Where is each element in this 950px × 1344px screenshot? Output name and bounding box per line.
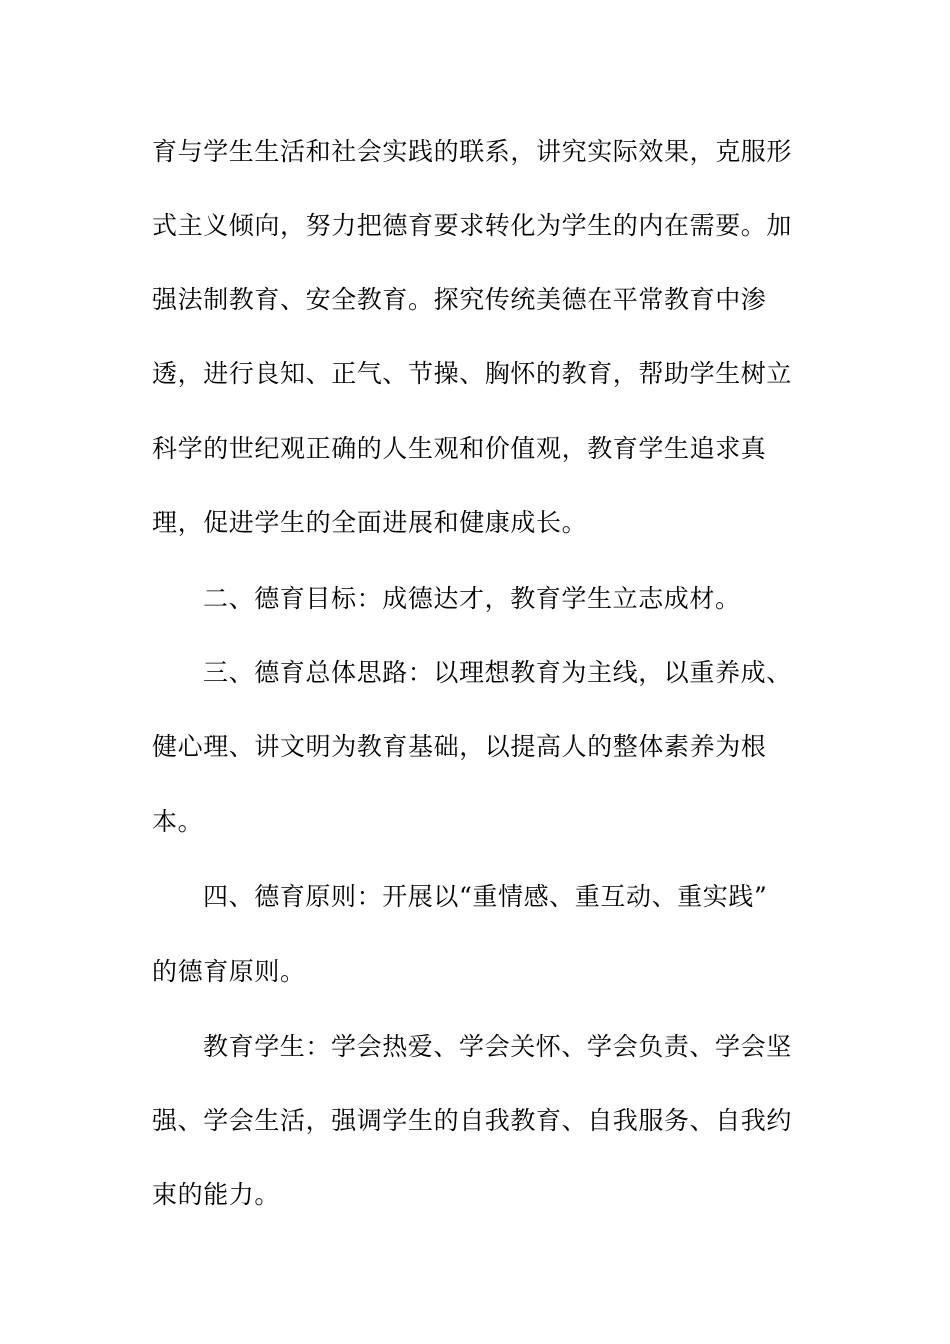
paragraph-line: 透，进行良知、正气、节操、胸怀的教育，帮助学生树立: [152, 359, 793, 388]
section-heading-goal: 二、德育目标：成德达才，教育学生立志成材。: [203, 584, 741, 613]
paragraph-line: 强法制教育、安全教育。探究传统美德在平常教育中渗: [152, 285, 767, 314]
paragraph-line: 健心理、讲文明为教育基础，以提高人的整体素养为根: [152, 732, 767, 761]
paragraph-first-line: 教育学生：学会热爱、学会关怀、学会负责、学会坚: [203, 1032, 792, 1061]
paragraph-line: 式主义倾向，努力把德育要求转化为学生的内在需要。加: [152, 211, 793, 240]
paragraph-line: 束的能力。: [152, 1180, 281, 1209]
section-heading-approach: 三、德育总体思路：以理想教育为主线，以重养成、: [203, 658, 792, 687]
paragraph-line: 强、学会生活，强调学生的自我教育、自我服务、自我约: [152, 1106, 793, 1135]
paragraph-line: 理，促进学生的全面进展和健康成长。: [152, 508, 588, 537]
section-heading-principles: 四、德育原则：开展以“重情感、重互动、重实践”: [203, 882, 768, 911]
paragraph-line: 育与学生生活和社会实践的联系，讲究实际效果，克服形: [152, 137, 793, 166]
paragraph-line: 本。: [152, 807, 204, 836]
paragraph-line: 科学的世纪观正确的人生观和价值观，教育学生追求真: [152, 434, 767, 463]
paragraph-line: 的德育原则。: [152, 957, 306, 986]
